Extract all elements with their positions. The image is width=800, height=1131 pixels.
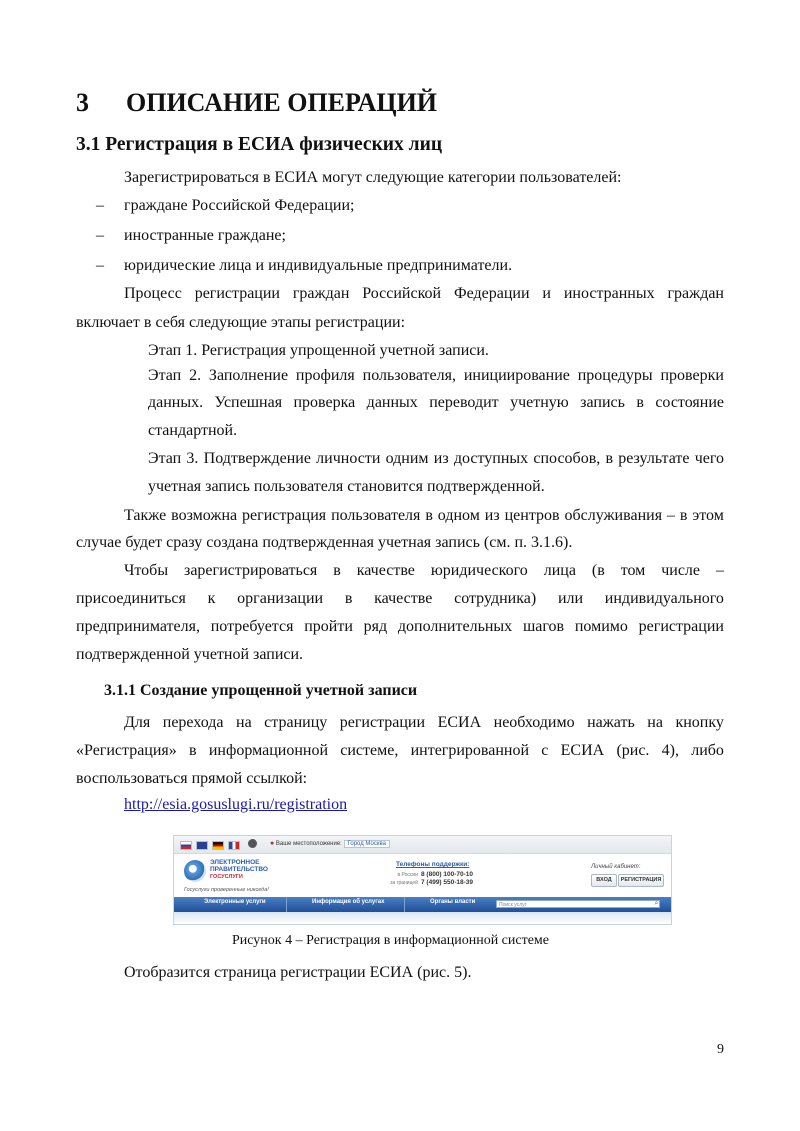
- word: системе,: [340, 742, 399, 759]
- word: (в: [591, 562, 605, 579]
- word: информационной: [208, 742, 329, 759]
- portal-bottom-strip: [174, 912, 671, 924]
- legal-paragraph-line3: [76, 617, 724, 637]
- login-button[interactable]: ВХОД: [591, 874, 617, 887]
- word: личности: [316, 450, 381, 467]
- chapter-heading: [76, 88, 437, 118]
- word: в: [605, 450, 614, 467]
- phone-row: [386, 871, 473, 878]
- word: необходимо: [493, 714, 575, 731]
- word: сотрудника): [454, 590, 537, 607]
- nav-paragraph-line1: [124, 713, 724, 733]
- word: из: [484, 507, 500, 524]
- word: присоединиться: [76, 590, 186, 607]
- word: –: [715, 562, 724, 579]
- word: на: [647, 714, 663, 731]
- word: Успешная: [214, 394, 283, 411]
- word: шагов: [522, 618, 565, 635]
- word: либо: [691, 742, 724, 759]
- word: иностранных: [563, 285, 655, 302]
- word: потребуется: [210, 618, 294, 635]
- bullet-marker: –: [96, 197, 104, 214]
- word: Заполнение: [208, 367, 289, 384]
- word: Чтобы: [124, 562, 169, 579]
- word: страницу: [264, 714, 328, 731]
- nav-authorities[interactable]: Органы власти: [430, 899, 476, 905]
- word: одном: [437, 507, 480, 524]
- word: юридического: [430, 562, 528, 579]
- stage-2-line1: [148, 366, 724, 386]
- bullet-marker: –: [96, 227, 104, 244]
- phone-label: за границей: [390, 880, 418, 886]
- word: «Регистрация»: [76, 742, 177, 759]
- chapter-title: ОПИСАНИЕ ОПЕРАЦИЙ: [126, 88, 438, 117]
- intro-text: Зарегистрироваться в ЕСИА могут следующие категории пользователей:: [124, 169, 622, 186]
- logo-text: [210, 859, 268, 873]
- city-selector[interactable]: Город Москва: [344, 840, 390, 848]
- location-pin-icon: ●: [270, 840, 275, 847]
- location-label: Ваше местоположение:: [275, 841, 342, 847]
- logo-line3: ГОСУСЛУГИ: [210, 874, 243, 880]
- legal-paragraph-line2: [76, 589, 724, 609]
- german-flag-icon[interactable]: [212, 841, 224, 850]
- phone-number: 7 (499) 550-18-39: [421, 879, 474, 886]
- word: предпринимателя,: [76, 618, 200, 635]
- process-paragraph-line1: [124, 284, 724, 304]
- word: ЕСИА: [437, 714, 482, 731]
- word: регистрации: [194, 285, 280, 302]
- word: перехода: [162, 714, 224, 731]
- bullet-item: граждане Российской Федерации;: [124, 197, 355, 214]
- search-input[interactable]: Поиск услуг: [496, 900, 660, 908]
- registration-link[interactable]: http://esia.gosuslugi.ru/registration: [124, 796, 348, 813]
- word: с: [541, 742, 549, 759]
- phone-row: [386, 879, 473, 886]
- word: 3.: [186, 450, 199, 467]
- nav-divider: [404, 897, 405, 912]
- word: Для: [124, 714, 151, 731]
- word: нажать: [587, 714, 635, 731]
- word: этом: [692, 507, 724, 524]
- word: (рис.: [616, 742, 650, 759]
- word: Также: [124, 507, 167, 524]
- nav-divider: [286, 897, 287, 912]
- word: инициирование: [463, 367, 570, 384]
- word: способов,: [533, 450, 601, 467]
- word: 2.: [189, 367, 202, 384]
- word: проверки: [660, 367, 724, 384]
- accessibility-icon[interactable]: [248, 839, 257, 848]
- figure-caption: Рисунок 4 – Регистрация в информационной системе: [232, 933, 550, 948]
- word: регистрации: [339, 714, 426, 731]
- french-flag-icon[interactable]: [228, 841, 240, 850]
- word: учетную: [510, 394, 569, 411]
- nav-electronic-services[interactable]: Электронные услуги: [204, 899, 266, 905]
- word: данных.: [148, 394, 204, 411]
- word: Российской: [362, 285, 442, 302]
- word: пользователя,: [362, 367, 456, 384]
- word: пройти: [304, 618, 353, 635]
- word: профиля: [295, 367, 355, 384]
- word: переводит: [429, 394, 499, 411]
- support-title[interactable]: Телефоны поддержки:: [396, 861, 470, 868]
- closing-text: Отобразится страница регистрации ЕСИА (рис. 5).: [124, 964, 472, 981]
- phone-label: в России: [397, 872, 418, 878]
- page-number: 9: [717, 1042, 724, 1057]
- word: Процесс: [124, 285, 182, 302]
- register-button[interactable]: РЕГИСТРАЦИЯ: [618, 874, 664, 887]
- stage-1: Этап 1. Регистрация упрощенной учетной записи.: [148, 342, 489, 359]
- word: запись: [580, 394, 625, 411]
- bullet-item: иностранные граждане;: [124, 227, 286, 244]
- stage-3-line2: учетная запись пользователя становится подтвержденной.: [148, 478, 545, 495]
- word: в: [636, 394, 644, 411]
- stage-2-line2: [148, 393, 724, 413]
- word: проверка: [293, 394, 356, 411]
- russian-flag-icon[interactable]: [180, 841, 192, 850]
- word: Подтверждение: [203, 450, 311, 467]
- stage-2-line3: стандартной.: [148, 422, 238, 439]
- word: одним: [385, 450, 429, 467]
- nav-services-info[interactable]: Информация об услугах: [312, 899, 385, 905]
- word: интегрированной: [410, 742, 530, 759]
- word: результате: [618, 450, 690, 467]
- word: числе: [661, 562, 701, 579]
- word: кнопку: [675, 714, 724, 731]
- word: регистрации: [638, 618, 724, 635]
- word: дополнительных: [397, 618, 513, 635]
- word: на: [236, 714, 252, 731]
- word: 4),: [661, 742, 679, 759]
- word: в: [344, 590, 353, 607]
- word: регистрация: [242, 507, 327, 524]
- word: Этап: [148, 367, 182, 384]
- word: качестве: [374, 590, 433, 607]
- word: граждан: [667, 285, 724, 302]
- word: из: [433, 450, 449, 467]
- word: организации: [237, 590, 324, 607]
- figure-screenshot: [173, 835, 672, 925]
- service-paragraph-line1: [124, 506, 724, 526]
- word: процедуры: [577, 367, 653, 384]
- word: к: [207, 590, 216, 607]
- word: в: [679, 507, 688, 524]
- nav-paragraph-line2: [76, 741, 724, 761]
- word: в: [425, 507, 433, 524]
- word: доступных: [453, 450, 529, 467]
- word: ряд: [363, 618, 388, 635]
- logo-tagline: Госуслуги проверенные никогда!: [184, 887, 269, 893]
- word: или: [557, 590, 584, 607]
- gosuslugi-logo-icon[interactable]: [184, 860, 206, 882]
- word: данных: [366, 394, 418, 411]
- word: и: [542, 285, 551, 302]
- cabinet-title: Личный кабинет:: [591, 864, 641, 870]
- word: лица: [543, 562, 576, 579]
- logo-line1: ЭЛЕКТРОННОЕ: [210, 859, 260, 866]
- word: качестве: [356, 562, 415, 579]
- word: возможна: [171, 507, 238, 524]
- word: ЕСИА: [560, 742, 605, 759]
- word: –: [666, 507, 675, 524]
- bullet-item: юридические лица и индивидуальные предприниматели.: [124, 257, 513, 274]
- legal-paragraph-line1: [124, 561, 724, 581]
- nav-paragraph-line3: воспользоваться прямой ссылкой:: [76, 770, 308, 787]
- word: пользователя: [331, 507, 421, 524]
- word: граждан: [292, 285, 350, 302]
- word: центров: [504, 507, 560, 524]
- process-paragraph-line2: включает в себя следующие этапы регистрации:: [76, 314, 406, 331]
- word: Этап: [148, 450, 182, 467]
- word: обслуживания: [564, 507, 663, 524]
- service-paragraph-line2: случае будет сразу создана подтвержденная учетная запись (см. п. 3.1.6).: [76, 534, 573, 551]
- bullet-marker: –: [96, 257, 104, 274]
- word: Федерации: [453, 285, 530, 302]
- chapter-number: 3: [76, 88, 89, 117]
- word: зарегистрироваться: [184, 562, 318, 579]
- stage-3-line1: [148, 449, 724, 469]
- phone-number: 8 (800) 100-70-10: [421, 871, 474, 878]
- word: индивидуального: [604, 590, 724, 607]
- word: в: [333, 562, 341, 579]
- word: в: [189, 742, 197, 759]
- word: том: [620, 562, 646, 579]
- section-heading: 3.1 Регистрация в ЕСИА физических лиц: [76, 134, 443, 155]
- location-selector: [270, 840, 390, 847]
- legal-paragraph-line4: подтвержденной учетной записи.: [76, 646, 304, 663]
- word: чего: [694, 450, 724, 467]
- subsection-heading: 3.1.1 Создание упрощенной учетной записи: [104, 682, 418, 699]
- word: состояние: [655, 394, 724, 411]
- search-icon[interactable]: ⌕: [654, 900, 659, 907]
- word: помимо: [574, 618, 628, 635]
- english-flag-icon[interactable]: [196, 841, 208, 850]
- logo-line2: ПРАВИТЕЛЬСТВО: [210, 866, 268, 873]
